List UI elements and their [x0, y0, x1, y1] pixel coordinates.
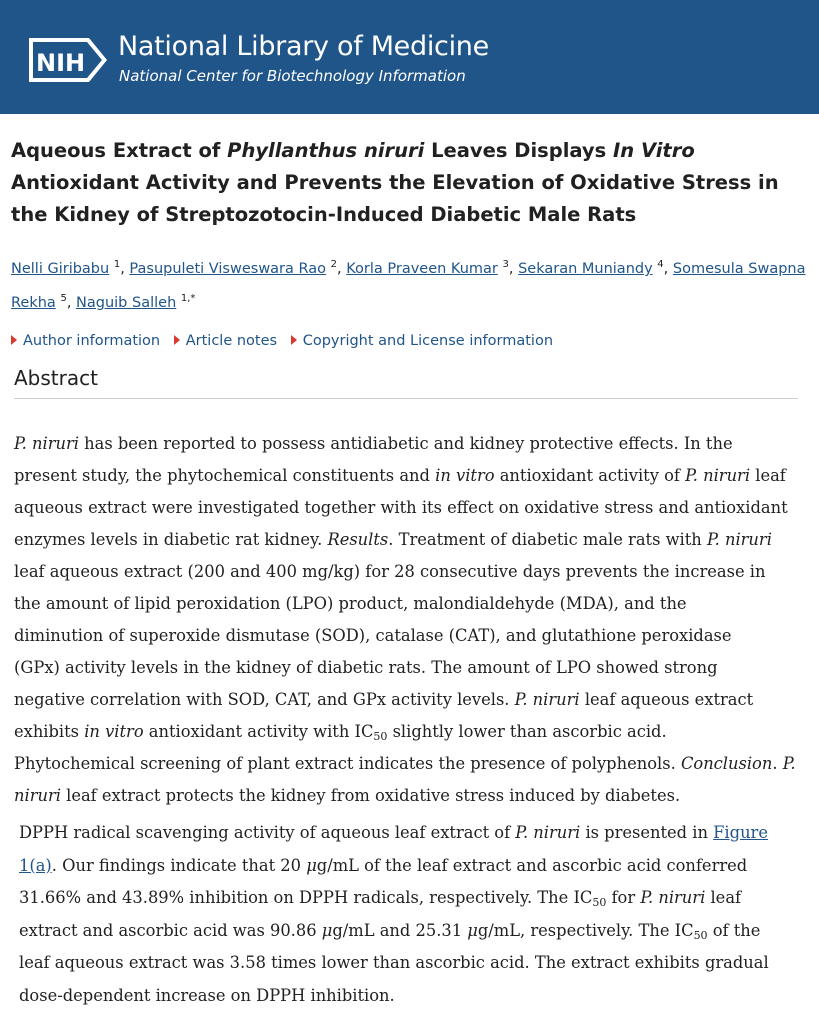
author-information-label[interactable]: Author information: [23, 333, 161, 349]
author-information-link[interactable]: [11, 333, 160, 349]
figure-link[interactable]: 1(a): [19, 855, 52, 875]
body-text: (GPx) activity levels in the kidney of diabetic rats. The amount of LPO showed strong: [14, 658, 718, 677]
subscript-text: 50: [373, 730, 388, 743]
author-affiliation[interactable]: 4: [657, 259, 664, 270]
body-text: extract and ascorbic acid was 90.86: [19, 920, 322, 940]
results-paragraph: [19, 817, 814, 1012]
italic-text: P.: [782, 754, 796, 773]
body-text: g/mL and 25.31: [332, 920, 468, 940]
italic-text: μ: [306, 855, 317, 875]
text-line: [14, 652, 814, 684]
italic-text: in vitro: [84, 722, 144, 741]
body-text: . Our findings indicate that 20: [51, 855, 307, 875]
body-text: negative correlation with SOD, CAT, and GPx activity levels.: [14, 690, 515, 709]
italic-text: μ: [321, 920, 333, 940]
text-line: [14, 748, 814, 780]
title-part-italic: Phyllanthus niruri: [227, 139, 425, 162]
nih-logo-text: NIH: [36, 49, 86, 77]
italic-text: Conclusion: [680, 754, 773, 773]
subscript-text: 50: [693, 928, 708, 942]
text-line: [14, 620, 814, 652]
article-notes-label[interactable]: Article notes: [185, 333, 278, 349]
text-line: [14, 780, 814, 812]
author-link[interactable]: Korla Praveen Kumar: [346, 260, 498, 277]
text-line: [19, 980, 814, 1013]
title-part-italic: In Vitro: [613, 139, 695, 162]
author-link[interactable]: Pasupuleti Visweswara Rao: [129, 260, 327, 277]
italic-text: in vitro: [435, 466, 495, 485]
body-text: for: [606, 888, 641, 907]
author-affiliation[interactable]: 1,*: [180, 292, 196, 304]
author-affiliation[interactable]: 2: [330, 259, 338, 270]
text-line: [19, 850, 814, 883]
body-text: Phytochemical screening of plant extract indicates the presence of polyphenols.: [14, 754, 681, 773]
author-affiliation[interactable]: 3: [502, 259, 509, 270]
italic-text: P. niruri: [515, 823, 581, 842]
abstract-heading: Abstract: [14, 366, 98, 390]
body-text: g/mL, respectively. The IC: [477, 920, 694, 940]
text-line: [14, 492, 814, 524]
body-text: leaf aqueous extract was 3.58 times lower than ascorbic acid. The extract exhibits gradual: [19, 953, 769, 972]
body-text: is presented in: [580, 823, 714, 842]
italic-text: P. niruri: [685, 466, 751, 485]
abstract-paragraph: [14, 428, 814, 812]
copyright-license-link[interactable]: [291, 333, 553, 349]
body-text: leaf: [705, 888, 742, 907]
triangle-right-icon: [291, 335, 297, 345]
text-line: [14, 460, 814, 492]
copyright-license-label[interactable]: Copyright and License information: [302, 333, 554, 349]
site-header: [0, 0, 819, 114]
text-line: [19, 817, 814, 850]
author-link[interactable]: Rekha: [11, 294, 56, 311]
body-text: slightly lower than ascorbic acid.: [387, 722, 667, 741]
body-text: dose-dependent increase on DPPH inhibition.: [19, 985, 395, 1005]
text-line: [19, 947, 814, 980]
author-affiliation[interactable]: 1: [113, 259, 121, 270]
author-link[interactable]: Sekaran Muniandy: [518, 260, 653, 277]
body-text: diminution of superoxide dismutase (SOD), catalase (CAT), and glutathione peroxidase: [14, 626, 732, 645]
article-info-links: [11, 333, 811, 349]
italic-text: niruri: [14, 786, 61, 805]
triangle-right-icon: [11, 335, 17, 345]
text-line: [14, 684, 814, 716]
text-line: [14, 556, 814, 588]
italic-text: P. niruri: [706, 530, 772, 549]
body-text: leaf: [750, 466, 786, 485]
italic-text: P. niruri: [514, 690, 580, 709]
nih-logo[interactable]: [27, 36, 109, 84]
text-line: [19, 882, 814, 915]
text-line: [14, 716, 814, 748]
body-text: leaf aqueous extract (200 and 400 mg/kg) for 28 consecutive days prevents the increase in: [14, 562, 766, 581]
italic-text: Results: [327, 530, 389, 549]
site-subtitle: National Center for Biotechnology Information: [119, 67, 466, 85]
body-text: of the: [707, 920, 761, 940]
body-text: enzymes levels in diabetic rat kidney.: [14, 530, 328, 549]
triangle-right-icon: [174, 335, 180, 345]
figure-link[interactable]: Figure: [713, 823, 768, 842]
body-text: exhibits: [14, 722, 85, 741]
text-line: [19, 915, 814, 948]
text-line: [14, 524, 814, 556]
body-text: antioxidant activity of: [494, 466, 686, 485]
body-text: has been reported to possess antidiabetic and kidney protective effects. In the: [78, 434, 733, 453]
section-divider: [14, 398, 798, 399]
body-text: g/mL of the leaf extract and ascorbic acid conferred: [316, 855, 748, 875]
text-line: [14, 428, 814, 460]
subscript-text: 50: [592, 896, 607, 909]
author-list: Nelli Giribabu $^1$, Pasupuleti Visweswara Rao $^2$, Korla Praveen Kumar $^3$, Sekaran Muniandy $^4$, Somesula Swapna Rekha $^5$, Naguib Salleh $^{1,*}$: [11, 259, 806, 311]
italic-text: P. niruri: [640, 888, 706, 907]
body-text: aqueous extract were investigated together with its effect on oxidative stress and antioxidant: [14, 498, 788, 517]
text-line: [14, 588, 814, 620]
body-text: . Treatment of diabetic male rats with: [388, 530, 707, 549]
title-part: Leaves Displays: [424, 139, 614, 162]
author-affiliation[interactable]: 5: [60, 292, 67, 304]
body-text: antioxidant activity with IC: [143, 722, 374, 741]
body-text: present study, the phytochemical constituents and: [14, 466, 436, 485]
body-text: leaf extract protects the kidney from oxidative stress induced by diabetes.: [60, 786, 681, 805]
body-text: leaf aqueous extract: [579, 690, 754, 709]
author-link[interactable]: Somesula Swapna: [672, 260, 806, 277]
article-notes-link[interactable]: [174, 333, 277, 349]
title-part: Aqueous Extract of: [11, 139, 228, 162]
body-text: the amount of lipid peroxidation (LPO) product, malondialdehyde (MDA), and the: [14, 594, 687, 613]
title-part: Antioxidant Activity and Prevents the Elevation of Oxidative Stress in the Kidney of Streptozotocin-Induced Diabetic Male Rats: [11, 171, 779, 226]
body-text: DPPH radical scavenging activity of aqueous leaf extract of: [19, 823, 516, 842]
article-title: [11, 135, 811, 231]
site-title[interactable]: National Library of Medicine: [118, 31, 489, 62]
author-link[interactable]: Naguib Salleh: [76, 294, 177, 311]
italic-text: μ: [467, 920, 478, 940]
body-text: .: [772, 754, 783, 773]
italic-text: P. niruri: [14, 434, 79, 453]
body-text: 31.66% and 43.89% inhibition on DPPH radicals, respectively. The IC: [19, 888, 593, 907]
author-link[interactable]: Nelli Giribabu: [11, 260, 110, 277]
